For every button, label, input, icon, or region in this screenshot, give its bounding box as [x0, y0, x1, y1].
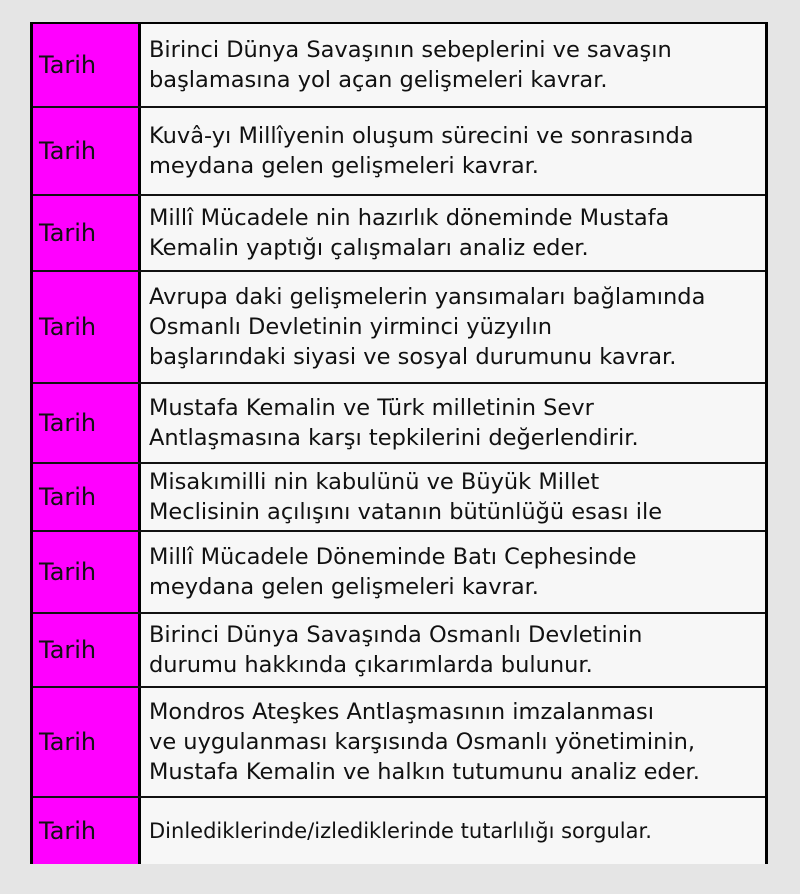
objective-line: başlarındaki siyasi ve sosyal durumunu kavrar.: [149, 344, 677, 370]
subject-cell: Tarih: [33, 384, 141, 462]
objective-cell: [141, 688, 765, 796]
subject-cell: Tarih: [33, 614, 141, 686]
objective-cell: [141, 196, 765, 270]
objective-line: Mustafa Kemalin ve Türk milletinin Sevr: [149, 395, 594, 421]
objective-line: Kemalin yaptığı çalışmaları analiz eder.: [149, 235, 589, 261]
objective-cell: [141, 464, 765, 530]
subject-cell: Tarih: [33, 798, 141, 864]
subject-cell: Tarih: [33, 272, 141, 382]
objective-line: Mustafa Kemalin ve halkın tutumunu analiz eder.: [149, 759, 700, 785]
objective-line: Misakımilli nin kabulünü ve Büyük Millet: [149, 469, 600, 495]
objective-line: Millî Mücadele nin hazırlık döneminde Mustafa: [149, 205, 670, 231]
table-row: [33, 108, 765, 196]
objective-line: başlamasına yol açan gelişmeleri kavrar.: [149, 67, 608, 93]
table-row: [33, 272, 765, 384]
table-row: [33, 464, 765, 532]
objective-line: Millî Mücadele Döneminde Batı Cephesinde: [149, 544, 637, 570]
table-row: [33, 614, 765, 688]
objective-line: Mondros Ateşkes Antlaşmasının imzalanması: [149, 699, 655, 725]
objective-cell: [141, 272, 765, 382]
subject-cell: Tarih: [33, 532, 141, 612]
objective-line: Kuvâ-yı Millîyenin oluşum sürecini ve sonrasında: [149, 123, 694, 149]
subject-cell: Tarih: [33, 108, 141, 194]
table-row: [33, 798, 765, 864]
objective-line: Avrupa daki gelişmelerin yansımaları bağlamında: [149, 284, 706, 310]
table-row: [33, 688, 765, 798]
objective-cell: [141, 532, 765, 612]
objective-line: Birinci Dünya Savaşının sebeplerini ve savaşın: [149, 37, 672, 63]
table-row: [33, 24, 765, 108]
subject-cell: Tarih: [33, 688, 141, 796]
objective-line: Birinci Dünya Savaşında Osmanlı Devletinin: [149, 622, 643, 648]
objective-cell: [141, 24, 765, 106]
objective-cell: [141, 798, 765, 864]
table-row: [33, 196, 765, 272]
objective-line: Antlaşmasına karşı tepkilerini değerlendirir.: [149, 425, 639, 451]
objective-cell: [141, 108, 765, 194]
objective-cell: [141, 384, 765, 462]
objective-line: Dinlediklerinde/izlediklerinde tutarlılığı sorgular.: [149, 819, 652, 843]
subject-cell: Tarih: [33, 196, 141, 270]
table-row: [33, 532, 765, 614]
objective-line: ve uygulanması karşısında Osmanlı yönetiminin,: [149, 729, 696, 755]
objective-line: durumu hakkında çıkarımlarda bulunur.: [149, 652, 593, 678]
objective-line: Osmanlı Devletinin yirminci yüzyılın: [149, 314, 552, 340]
objective-line: meydana gelen gelişmeleri kavrar.: [149, 153, 539, 179]
objective-line: meydana gelen gelişmeleri kavrar.: [149, 574, 539, 600]
objective-cell: [141, 614, 765, 686]
subject-cell: Tarih: [33, 24, 141, 106]
subject-cell: Tarih: [33, 464, 141, 530]
objectives-table: [30, 22, 768, 864]
objective-line: Meclisinin açılışını vatanın bütünlüğü esası ile: [149, 499, 663, 525]
table-row: [33, 384, 765, 464]
